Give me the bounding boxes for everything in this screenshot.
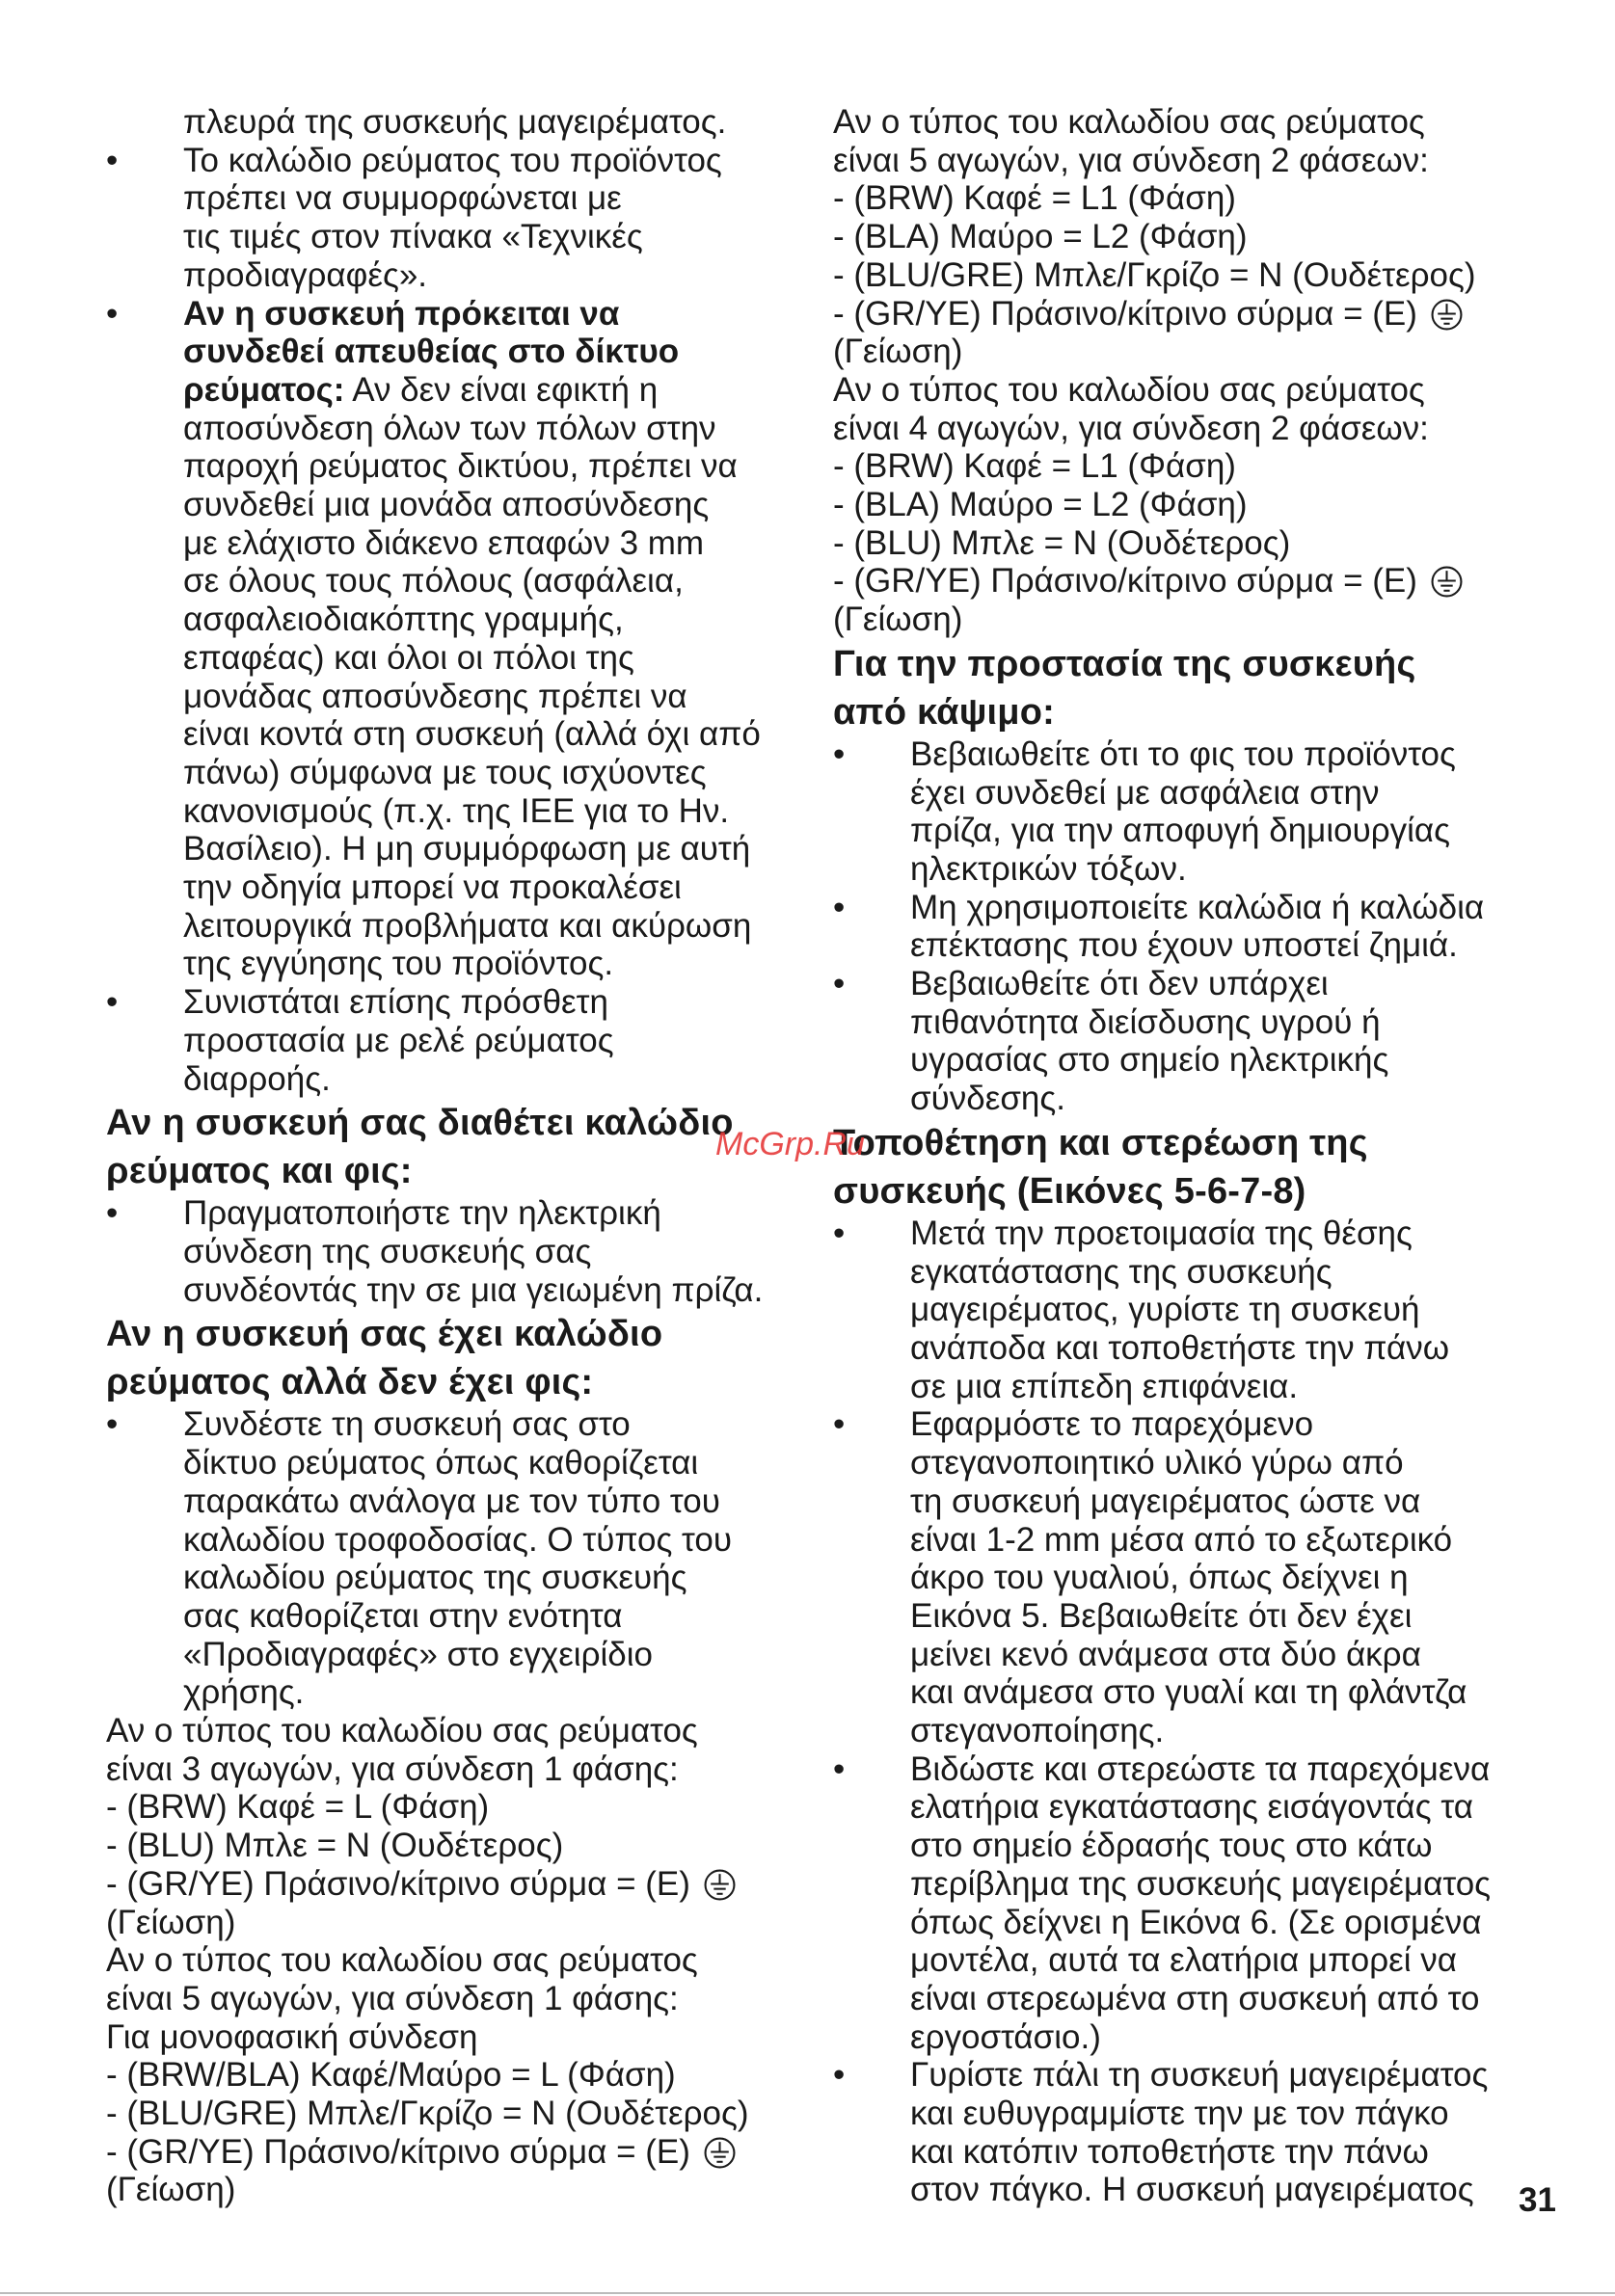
heading-line: Αν η συσκευή σας έχει καλώδιο bbox=[106, 1314, 663, 1355]
text-line: σε όλους τους πόλους (ασφάλεια, bbox=[183, 562, 684, 601]
text-line: Βιδώστε και στερεώστε τα παρεχόμενα bbox=[910, 1749, 1491, 1788]
text-line: στον πάγκο. Η συσκευή μαγειρέματος bbox=[910, 2171, 1474, 2209]
text-line: προδιαγραφές». bbox=[183, 255, 428, 294]
bold-line: Αν η συσκευή πρόκειται να bbox=[183, 294, 620, 333]
text-line: Για μονοφασική σύνδεση bbox=[106, 2017, 478, 2056]
text-line: - (BLU) Μπλε = N (Ουδέτερος) bbox=[833, 523, 1291, 562]
ground-wire-text: - (GR/YE) Πράσινο/κίτρινο σύρμα = (E) bbox=[833, 562, 1417, 601]
left-column bbox=[106, 103, 786, 2209]
bullet-moisture bbox=[833, 965, 1513, 1118]
text-line: συνδέοντάς την σε μια γειωμένη πρίζα. bbox=[183, 1270, 764, 1309]
text-line: μαγειρέματος, γυρίστε τη συσκευή bbox=[910, 1291, 1420, 1329]
text-line: επαφέας) και όλοι οι πόλοι της bbox=[183, 638, 634, 677]
text-line: παροχή ρεύματος δικτύου, πρέπει να bbox=[183, 447, 738, 486]
text-line: Μετά την προετοιμασία της θέσης bbox=[910, 1214, 1413, 1252]
bullet-plug-secure bbox=[833, 735, 1513, 889]
text-line: Εικόνα 5. Βεβαιωθείτε ότι δεν έχει bbox=[910, 1596, 1413, 1635]
text-line: σύνδεση της συσκευής σας bbox=[183, 1232, 592, 1270]
text-line: τη συσκευή μαγειρέματος ώστε να bbox=[910, 1482, 1421, 1520]
text-line: και κατόπιν τοποθετήστε την πάνω bbox=[910, 2132, 1429, 2171]
text-line: στεγανοποίησης. bbox=[910, 1712, 1165, 1750]
text-line: - (BRW/BLA) Καφέ/Μαύρο = L (Φάση) bbox=[106, 2056, 676, 2095]
text-line: - (BLU/GRE) Μπλε/Γκρίζο = N (Ουδέτερος) bbox=[106, 2095, 749, 2133]
heading-no-plug bbox=[106, 1311, 786, 1405]
text-line: ανάποδα και τοποθετήστε την πάνω bbox=[910, 1328, 1450, 1367]
text-run: Αν δεν είναι εφικτή η bbox=[344, 370, 659, 409]
bullet-direct-connection bbox=[106, 295, 786, 984]
text-line: μοντέλα, αυτά τα ελατήρια μπορεί να bbox=[910, 1941, 1457, 1980]
watermark: McGrp.Ru bbox=[715, 1126, 865, 1162]
bullet-cable-spec bbox=[106, 142, 786, 295]
text-line: επέκτασης που έχουν υποστεί ζημιά. bbox=[910, 926, 1458, 965]
heading-installation bbox=[833, 1120, 1513, 1215]
text-line: πρίζα, για την αποφυγή δημιουργίας bbox=[910, 812, 1451, 850]
text-line: την οδηγία μπορεί να προκαλέσει bbox=[183, 868, 682, 907]
ground-wire-text: - (GR/YE) Πράσινο/κίτρινο σύρμα = (E) bbox=[106, 2132, 690, 2171]
text-line: και ανάμεσα στο γυαλί και τη φλάντζα bbox=[910, 1673, 1467, 1712]
bullet-rcd bbox=[106, 983, 786, 1098]
text-line: (Γείωση) bbox=[833, 601, 963, 639]
right-column bbox=[833, 103, 1513, 2209]
heading-line: Αν η συσκευή σας διαθέτει καλώδιο bbox=[106, 1103, 734, 1144]
text-line: είναι στερεωμένα στη συσκευή από το bbox=[910, 1979, 1480, 2017]
heading-line: συσκευής (Εικόνες 5-6-7-8) bbox=[833, 1170, 1306, 1212]
text-line: χρήσης. bbox=[183, 1673, 305, 1712]
page-edge-divider bbox=[0, 2292, 1615, 2294]
text-line: αποσύνδεση όλων των πόλων στην bbox=[183, 409, 716, 447]
text-line: άκρο του γυαλιού, όπως δείχνει η bbox=[910, 1559, 1409, 1597]
text-line: Βεβαιωθείτε ότι το φις του προϊόντος bbox=[910, 734, 1456, 773]
text-line: είναι 1-2 mm μέσα από το εξωτερικό bbox=[910, 1520, 1453, 1559]
bullet-dot: • bbox=[833, 1405, 846, 1444]
text-line: μονάδας αποσύνδεσης πρέπει να bbox=[183, 677, 687, 715]
text-line: (Γείωση) bbox=[833, 333, 963, 371]
text-line: καλωδίου τροφοδοσίας. Ο τύπος του bbox=[183, 1520, 732, 1559]
heading-line: ρεύματος και φις: bbox=[106, 1151, 413, 1192]
bullet-install-step-3 bbox=[833, 1750, 1513, 2057]
text-line: στεγανοποιητικό υλικό γύρω από bbox=[910, 1444, 1404, 1482]
ground-wire-text: - (GR/YE) Πράσινο/κίτρινο σύρμα = (E) bbox=[833, 294, 1417, 333]
heading-line: Για την προστασία της συσκευής bbox=[833, 643, 1416, 684]
text-line: τις τιμές στον πίνακα «Τεχνικές bbox=[183, 218, 643, 256]
text-line: σε μια επίπεδη επιφάνεια. bbox=[910, 1367, 1299, 1405]
bullet-install-step-4 bbox=[833, 2056, 1513, 2209]
text-line: σύνδεσης. bbox=[910, 1080, 1065, 1118]
text-line: όπως δείχνει η Εικόνα 6. (Σε ορισμένα bbox=[910, 1903, 1482, 1941]
text-line: λειτουργικά προβλήματα και ακύρωση bbox=[183, 906, 752, 945]
ground-wire-text: - (GR/YE) Πράσινο/κίτρινο σύρμα = (E) bbox=[106, 1864, 690, 1903]
text-line: Αν ο τύπος του καλωδίου σας ρεύματος bbox=[833, 103, 1425, 141]
text-line: - (BLU) Μπλε = N (Ουδέτερος) bbox=[106, 1827, 564, 1865]
bullet-plug-connect bbox=[106, 1194, 786, 1309]
text-line: μείνει κενό ανάμεσα στα δύο άκρα bbox=[910, 1635, 1421, 1673]
bullet-install-step-1 bbox=[833, 1215, 1513, 1406]
bullet-dot: • bbox=[106, 1194, 119, 1233]
text-line: Γυρίστε πάλι τη συσκευή μαγειρέματος bbox=[910, 2056, 1489, 2095]
bold-lead: ρεύματος: bbox=[183, 370, 345, 409]
text-line: (Γείωση) bbox=[106, 1903, 236, 1941]
text-line: εργοστάσιο.) bbox=[910, 2017, 1101, 2056]
bullet-dot: • bbox=[833, 1214, 846, 1252]
ground-icon bbox=[704, 2137, 736, 2169]
bullet-mains-connect bbox=[106, 1405, 786, 1712]
ground-icon bbox=[1431, 566, 1463, 598]
text-line: Πραγματοποιήστε την ηλεκτρική bbox=[183, 1194, 661, 1233]
text-line: είναι κοντά στη συσκευή (αλλά όχι από bbox=[183, 715, 761, 754]
text-line: διαρροής. bbox=[183, 1059, 331, 1098]
wiring-3-core bbox=[106, 1712, 786, 1941]
text-line: ελατήρια εγκατάστασης εισάγοντάς τα bbox=[910, 1788, 1473, 1827]
heading-line: Τοποθέτηση και στερέωση της bbox=[833, 1122, 1368, 1163]
text-line: ασφαλειοδιακόπτης γραμμής, bbox=[183, 601, 624, 639]
text-line: πιθανότητα διείσδυσης υγρού ή bbox=[910, 1002, 1381, 1041]
text-line: της εγγύησης του προϊόντος. bbox=[183, 945, 614, 983]
heading-with-plug bbox=[106, 1100, 786, 1194]
text-line: Μη χρησιμοποιείτε καλώδια ή καλώδια bbox=[910, 888, 1485, 926]
text-line: και ευθυγραμμίστε την με τον πάγκο bbox=[910, 2095, 1449, 2133]
text-line: «Προδιαγραφές» στο εγχειρίδιο bbox=[183, 1635, 653, 1673]
text-line: παρακάτω ανάλογα με τον τύπο του bbox=[183, 1482, 720, 1520]
text-line: - (BLU/GRE) Μπλε/Γκρίζο = N (Ουδέτερος) bbox=[833, 255, 1476, 294]
text-line: εγκατάστασης της συσκευής bbox=[910, 1252, 1332, 1291]
bullet-dot: • bbox=[833, 1749, 846, 1788]
text-line: κανονισμούς (π.χ. της IEE για το Ην. bbox=[183, 791, 730, 830]
bullet-dot: • bbox=[833, 965, 846, 1003]
wiring-5-core-2-phase bbox=[833, 103, 1513, 371]
page-number: 31 bbox=[1519, 2181, 1556, 2219]
text-line: είναι 5 αγωγών, για σύνδεση 2 φάσεων: bbox=[833, 141, 1429, 179]
ground-icon bbox=[1431, 299, 1463, 331]
wiring-4-core bbox=[833, 371, 1513, 639]
text-line: είναι 3 αγωγών, για σύνδεση 1 φάσης: bbox=[106, 1749, 679, 1788]
text-line: πάνω) σύμφωνα με τους ισχύοντες bbox=[183, 753, 707, 791]
bullet-dot: • bbox=[833, 888, 846, 926]
text-line: έχει συνδεθεί με ασφάλεια στην bbox=[910, 773, 1380, 812]
text-line: Αν ο τύπος του καλωδίου σας ρεύματος bbox=[106, 1712, 698, 1750]
text-line: περίβλημα της συσκευής μαγειρέματος bbox=[910, 1864, 1492, 1903]
text-line: Αν ο τύπος του καλωδίου σας ρεύματος bbox=[833, 370, 1425, 409]
heading-burn-protection bbox=[833, 641, 1513, 735]
bullet-dot: • bbox=[833, 2056, 846, 2095]
bullet-dot: • bbox=[106, 983, 119, 1022]
text-line: - (BRW) Καφέ = L (Φάση) bbox=[106, 1788, 490, 1827]
text-line: Εφαρμόστε το παρεχόμενο bbox=[910, 1405, 1314, 1444]
text-line: καλωδίου ρεύματος της συσκευής bbox=[183, 1559, 687, 1597]
ground-icon bbox=[704, 1869, 736, 1901]
bullet-dot: • bbox=[106, 294, 119, 333]
text-line: - (BLA) Μαύρο = L2 (Φάση) bbox=[833, 218, 1248, 256]
heading-line: από κάψιμο: bbox=[833, 691, 1056, 733]
text-line: στο σημείο έδρασής τους στο κάτω bbox=[910, 1827, 1433, 1865]
text-line: - (BRW) Καφέ = L1 (Φάση) bbox=[833, 447, 1236, 486]
text-line: Συνιστάται επίσης πρόσθετη bbox=[183, 983, 608, 1022]
bullet-dot: • bbox=[106, 141, 119, 179]
bullet-dot: • bbox=[833, 734, 846, 773]
heading-line: ρεύματος αλλά δεν έχει φις: bbox=[106, 1362, 594, 1403]
wiring-5-core-1-phase bbox=[106, 1941, 786, 2209]
text-line: Συνδέστε τη συσκευή σας στο bbox=[183, 1405, 631, 1444]
continued-text bbox=[106, 103, 786, 142]
text-line: είναι 5 αγωγών, για σύνδεση 1 φάσης: bbox=[106, 1979, 679, 2017]
text-line: - (BRW) Καφέ = L1 (Φάση) bbox=[833, 179, 1236, 218]
text-line: Αν ο τύπος του καλωδίου σας ρεύματος bbox=[106, 1941, 698, 1980]
text-line: πλευρά της συσκευής μαγειρέματος. bbox=[183, 103, 727, 141]
text-line: είναι 4 αγωγών, για σύνδεση 2 φάσεων: bbox=[833, 409, 1429, 447]
text-line: Βεβαιωθείτε ότι δεν υπάρχει bbox=[910, 965, 1329, 1003]
text-line: πρέπει να συμμορφώνεται με bbox=[183, 179, 622, 218]
text-line: Το καλώδιο ρεύματος του προϊόντος bbox=[183, 141, 722, 179]
text-line: υγρασίας στο σημείο ηλεκτρικής bbox=[910, 1041, 1389, 1080]
bold-line: συνδεθεί απευθείας στο δίκτυο bbox=[183, 333, 680, 371]
bullet-dot: • bbox=[106, 1405, 119, 1444]
bullet-damaged-cables bbox=[833, 889, 1513, 965]
text-line: συνδεθεί μια μονάδα αποσύνδεσης bbox=[183, 486, 710, 524]
text-line: - (BLA) Μαύρο = L2 (Φάση) bbox=[833, 486, 1248, 524]
text-line: με ελάχιστο διάκενο επαφών 3 mm bbox=[183, 523, 705, 562]
text-line: (Γείωση) bbox=[106, 2171, 236, 2209]
text-line: προστασία με ρελέ ρεύματος bbox=[183, 1021, 614, 1059]
text-line: Βασίλειο). Η μη συμμόρφωση με αυτή bbox=[183, 830, 751, 868]
text-line: ηλεκτρικών τόξων. bbox=[910, 849, 1187, 888]
bullet-install-step-2 bbox=[833, 1405, 1513, 1749]
text-line: δίκτυο ρεύματος όπως καθορίζεται bbox=[183, 1444, 699, 1482]
text-line: σας καθορίζεται στην ενότητα bbox=[183, 1596, 623, 1635]
